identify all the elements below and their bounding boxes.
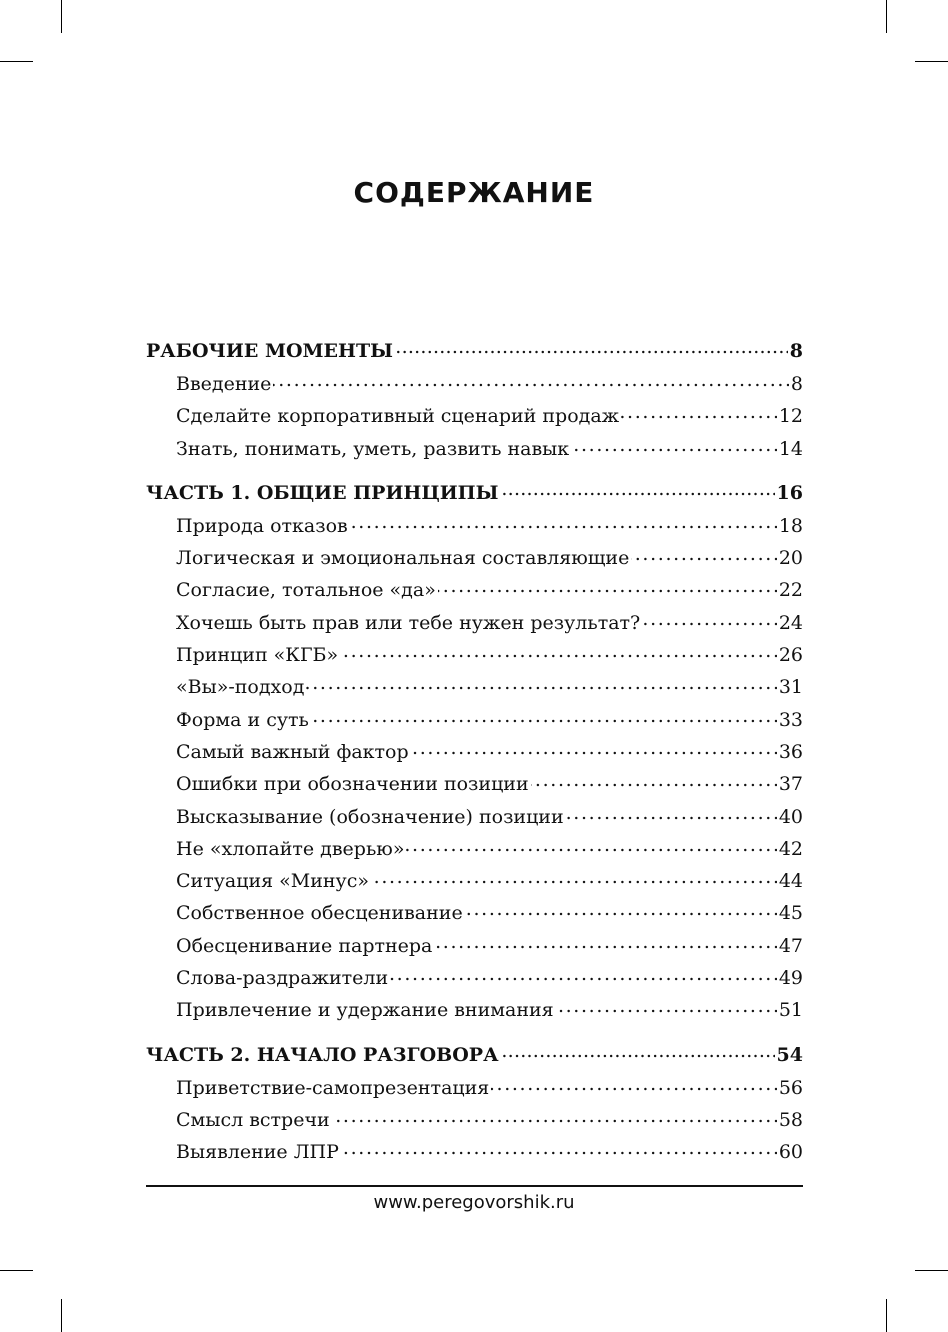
toc-entry-label: «Вы»-подход [176,676,305,699]
toc-entry[interactable] [146,671,803,703]
toc-page-number: 37 [778,773,803,796]
toc-entry[interactable] [146,833,803,865]
toc-page-number: 60 [778,1141,803,1164]
toc-section-heading[interactable] [146,1038,803,1072]
toc-page-number: 33 [778,708,803,731]
toc-entry-label: РАБОЧИЕ МОМЕНТЫ [146,340,393,362]
toc-entry-label: ЧАСТЬ 1. ОБЩИЕ ПРИНЦИПЫ [146,481,499,504]
toc-entry-label: Привлечение и удержание внимания [176,999,554,1022]
crop-mark [915,61,948,62]
toc-entry[interactable] [146,1136,803,1168]
toc-entry[interactable] [146,768,803,800]
dot-leader [395,338,788,357]
dot-leader [642,610,777,629]
toc-entry-label: Ситуация «Минус» [176,870,369,893]
toc-entry[interactable] [146,865,803,897]
toc-page-number: 58 [778,1108,803,1131]
page-title: СОДЕРЖАНИЕ [353,176,595,209]
toc-page-number: 47 [778,934,803,957]
toc-entry[interactable] [146,639,803,671]
dot-leader [500,480,774,499]
dot-leader [438,577,777,596]
dot-leader [332,1107,777,1126]
toc-entry-label: Слова-раздражители [176,967,389,990]
dot-leader [341,1139,777,1158]
dot-leader [411,739,777,758]
toc-section [146,334,803,465]
toc-entry[interactable] [146,704,803,736]
toc-page-number: 54 [776,1043,803,1066]
toc-page-number: 31 [778,676,803,699]
toc-page-number: 42 [778,837,803,860]
toc-entry[interactable] [146,400,803,432]
toc-page-number: 14 [778,437,803,460]
crop-mark [886,0,887,33]
toc-entry[interactable] [146,1104,803,1136]
dot-leader [371,868,777,887]
toc-page-number: 16 [776,481,803,504]
toc-page-number: 8 [790,373,803,395]
dot-leader [350,513,777,532]
toc-page-number: 18 [778,514,803,537]
toc-entry-label: Сделайте корпоративный сценарий продаж [176,405,620,428]
crop-mark [886,1299,887,1332]
crop-mark [61,1299,62,1332]
toc-entry-label: Логическая и эмоциональная составляющие [176,547,630,570]
toc-entry-label: Высказывание (обозначение) позиции [176,805,564,828]
toc-entry-label: Ошибки при обозначении позиции [176,773,529,796]
dot-leader [273,371,788,390]
toc-page-number: 22 [778,579,803,602]
dot-leader [340,642,777,661]
toc-page-number: 44 [778,870,803,893]
toc-entry[interactable] [146,801,803,833]
toc-entry-label: Согласие, тотальное «да» [176,579,436,602]
dot-leader [306,674,776,693]
dot-leader [556,997,777,1016]
toc-page-number: 8 [789,340,803,362]
dot-leader [571,436,777,455]
toc-entry[interactable] [146,433,803,465]
toc-entry-label: ЧАСТЬ 2. НАЧАЛО РАЗГОВОРА [146,1043,499,1066]
dot-leader [501,1042,775,1061]
toc-entry[interactable] [146,897,803,929]
toc-entry[interactable] [146,607,803,639]
toc-page-number: 12 [778,405,803,428]
toc-section [146,476,803,1027]
toc-entry-label: Форма и суть [176,708,309,731]
toc-page-number: 51 [778,999,803,1022]
table-of-contents [146,334,803,1180]
dot-leader [621,403,777,422]
toc-page-number: 36 [778,740,803,763]
toc-entry-label: Выявление ЛПР [176,1141,339,1164]
dot-leader [531,771,777,790]
dot-leader [390,965,777,984]
toc-section-heading[interactable] [146,476,803,510]
toc-entry[interactable] [146,574,803,606]
dot-leader [465,900,777,919]
toc-section-heading[interactable] [146,334,803,368]
toc-section [146,1038,803,1169]
toc-entry-label: Хочешь быть прав или тебе нужен результат? [176,611,641,634]
toc-entry-label: Приветствие-самопрезентация [176,1076,490,1099]
toc-page-number: 26 [778,644,803,667]
dot-leader [434,933,776,952]
toc-entry[interactable] [146,1072,803,1104]
toc-page-number: 45 [778,902,803,925]
toc-entry-label: Собственное обесценивание [176,902,463,925]
toc-entry[interactable] [146,368,803,400]
footer-url: www.peregovorshik.ru [373,1192,575,1213]
toc-entry[interactable] [146,962,803,994]
dot-leader [406,836,776,855]
toc-entry-label: Знать, понимать, уметь, развить навык [176,437,570,460]
toc-entry-label: Не «хлопайте дверью» [176,837,405,860]
toc-entry[interactable] [146,930,803,962]
toc-page-number: 40 [778,805,803,828]
crop-mark [0,1270,33,1271]
toc-entry-label: Обесценивание партнера [176,934,433,957]
toc-entry-label: Природа отказов [176,514,348,537]
toc-entry[interactable] [146,994,803,1026]
toc-entry-label: Введение [176,373,272,395]
toc-entry[interactable] [146,542,803,574]
toc-page-number: 49 [778,967,803,990]
crop-mark [915,1270,948,1271]
dot-leader [491,1075,777,1094]
toc-page-number: 20 [778,547,803,570]
crop-mark [61,0,62,33]
dot-leader [566,804,777,823]
toc-entry[interactable] [146,736,803,768]
footer-divider [146,1185,803,1187]
toc-page-number: 24 [778,611,803,634]
toc-entry[interactable] [146,510,803,542]
toc-page-number: 56 [778,1076,803,1099]
dot-leader [631,545,776,564]
toc-entry-label: Самый важный фактор [176,740,409,763]
toc-entry-label: Принцип «КГБ» [176,644,339,667]
crop-mark [0,61,33,62]
toc-entry-label: Смысл встречи [176,1108,330,1131]
dot-leader [311,707,777,726]
